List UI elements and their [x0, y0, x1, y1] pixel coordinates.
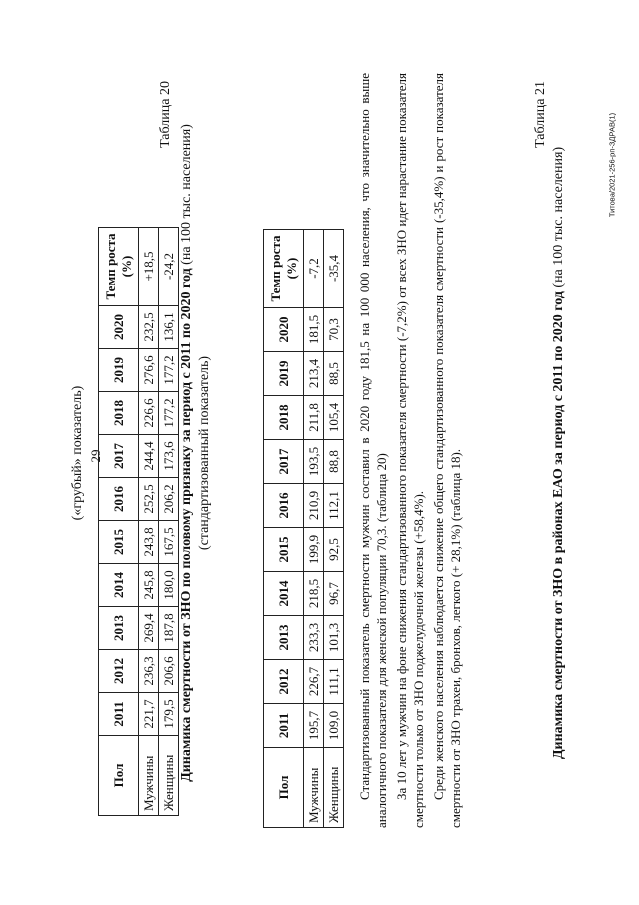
rotated-content: [70, 53, 570, 853]
header-cell: 2011: [98, 692, 138, 735]
value-cell: 96,7: [323, 571, 343, 615]
crude-rate-table: [98, 227, 179, 816]
header-cell: 2018: [98, 391, 138, 434]
value-cell: 218,5: [303, 571, 323, 615]
value-cell: 276,6: [138, 348, 158, 391]
header-cell: 2017: [263, 439, 303, 483]
table-row: [158, 227, 178, 815]
table-row: [323, 229, 343, 827]
value-cell: 243,8: [138, 520, 158, 563]
value-cell: 109,0: [323, 703, 343, 747]
header-cell: 2017: [98, 434, 138, 477]
value-cell: 210,9: [303, 483, 323, 527]
paragraph-women: Среди женского населения наблюдается снижение общего стандартизованного показателя смертности (-35,4%) и рост показателя смертности от ЗНО трахеи, бронхов, легкого (+ 28,1%) (таблица 18).: [430, 72, 463, 828]
value-cell: 206,6: [158, 649, 178, 692]
value-cell: 177,2: [158, 391, 178, 434]
table21-number: Таблица 21: [532, 80, 548, 148]
growth-cell: -7,2: [303, 229, 323, 307]
growth-cell: -35,4: [323, 229, 343, 307]
value-cell: 167,5: [158, 520, 178, 563]
header-cell: Пол: [263, 747, 303, 827]
row-label: Женщины: [323, 747, 343, 827]
header-cell: Темп роста (%): [263, 229, 303, 307]
value-cell: 88,5: [323, 351, 343, 395]
header-cell: 2018: [263, 395, 303, 439]
header-cell: 2013: [263, 615, 303, 659]
value-cell: 232,5: [138, 305, 158, 348]
header-cell: Темп роста (%): [98, 227, 138, 305]
row-label: Мужчины: [138, 735, 158, 815]
value-cell: 101,3: [323, 615, 343, 659]
page-number: 29: [88, 449, 103, 463]
header-cell: 2012: [98, 649, 138, 692]
value-cell: 206,2: [158, 477, 178, 520]
value-cell: 136,1: [158, 305, 178, 348]
value-cell: 195,7: [303, 703, 323, 747]
header-cell: 2011: [263, 703, 303, 747]
value-cell: 221,7: [138, 692, 158, 735]
table20-title-unit: (на 100 тыс. населения): [178, 123, 194, 268]
header-cell: 2015: [98, 520, 138, 563]
value-cell: 187,8: [158, 606, 178, 649]
value-cell: 213,4: [303, 351, 323, 395]
header-cell: 2019: [98, 348, 138, 391]
header-cell: 2014: [98, 563, 138, 606]
table20-number: Таблица 20: [157, 80, 173, 148]
value-cell: 180,0: [158, 563, 178, 606]
value-cell: 233,3: [303, 615, 323, 659]
crude-rate-table-wrap: [98, 53, 179, 853]
value-cell: 88,8: [323, 439, 343, 483]
table20-title: [178, 53, 214, 853]
value-cell: 70,3: [323, 307, 343, 351]
table-row: [138, 227, 158, 815]
row-label: Женщины: [158, 735, 178, 815]
value-cell: 173,6: [158, 434, 178, 477]
value-cell: 179,5: [158, 692, 178, 735]
table21-title-unit: (на 100 тыс. населения): [550, 146, 566, 291]
header-cell: 2012: [263, 659, 303, 703]
table20-title-bold: Динамика смертности от ЗНО по половому признаку за период с 2011 по 2020 год: [178, 267, 194, 782]
margin-stamp: Титова/2021-256-рп-ЗДРАВ(1): [607, 112, 617, 218]
table20: [263, 229, 344, 828]
value-cell: 244,4: [138, 434, 158, 477]
paragraph-standardized-men: Стандартизованный показатель смертности мужчин составил в 2020 году 181,5 на 100 000 населения, что значительно выше аналогичного показателя для женской популяции 70,3. (таблица 20): [356, 72, 389, 828]
value-cell: 252,5: [138, 477, 158, 520]
header-cell: 2019: [263, 351, 303, 395]
value-cell: 112,1: [323, 483, 343, 527]
table-header-row: [98, 227, 138, 815]
header-cell: Пол: [98, 735, 138, 815]
value-cell: 226,7: [303, 659, 323, 703]
header-cell: 2020: [98, 305, 138, 348]
paragraph-ten-year-men: За 10 лет у мужчин на фоне снижения стандартизованного показателя смертности (-7,2%) от всех ЗНО идет нарастание показателя смертности только от ЗНО поджелудочной железы (+58,4%).: [393, 72, 426, 828]
header-cell: 2020: [263, 307, 303, 351]
value-cell: 111,1: [323, 659, 343, 703]
table20-wrap: [263, 53, 344, 853]
value-cell: 92,5: [323, 527, 343, 571]
table20-subtitle: (стандартизованный показатель): [196, 355, 212, 550]
header-cell: 2016: [263, 483, 303, 527]
value-cell: 211,8: [303, 395, 323, 439]
table21-title: [551, 53, 567, 853]
table-header-row: [263, 229, 303, 827]
value-cell: 226,6: [138, 391, 158, 434]
value-cell: 236,3: [138, 649, 158, 692]
table-row: [303, 229, 323, 827]
header-cell: 2014: [263, 571, 303, 615]
value-cell: 181,5: [303, 307, 323, 351]
value-cell: 199,9: [303, 527, 323, 571]
value-cell: 193,5: [303, 439, 323, 483]
value-cell: 269,4: [138, 606, 158, 649]
value-cell: 105,4: [323, 395, 343, 439]
growth-cell: -24,2: [158, 227, 178, 305]
header-cell: 2015: [263, 527, 303, 571]
value-cell: 245,8: [138, 563, 158, 606]
table21-title-bold: Динамика смертности от ЗНО в районах ЕАО за период с 2011 по 2020 год: [550, 290, 566, 759]
growth-cell: +18,5: [138, 227, 158, 305]
header-cell: 2016: [98, 477, 138, 520]
value-cell: 177,2: [158, 348, 178, 391]
row-label: Мужчины: [303, 747, 323, 827]
crude-rate-caption: («грубый» показатель): [69, 385, 85, 520]
header-cell: 2013: [98, 606, 138, 649]
